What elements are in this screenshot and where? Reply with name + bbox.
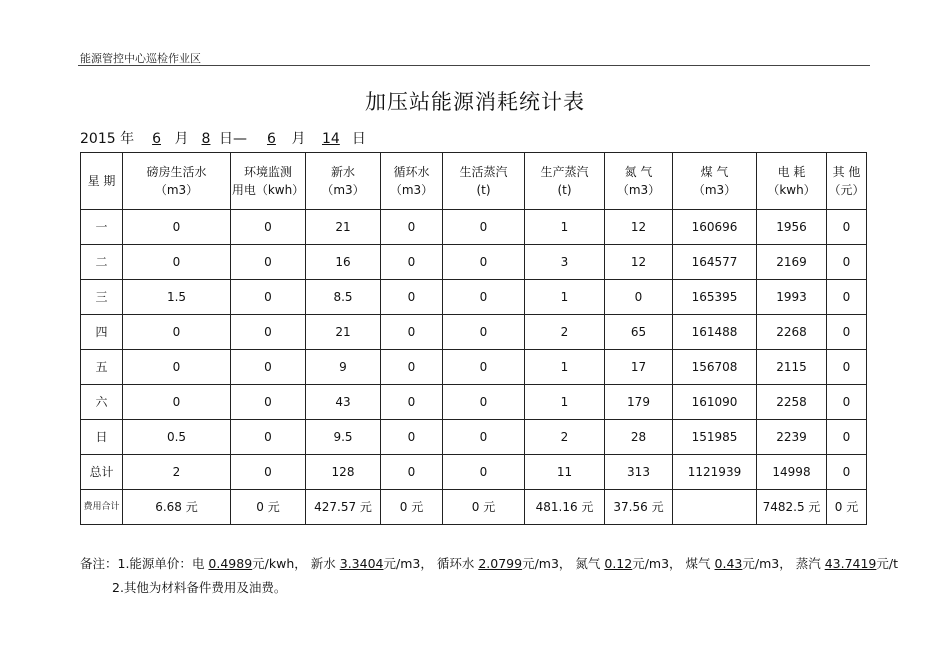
price-gas: 0.43 <box>714 556 743 571</box>
table-cell: 0 <box>443 350 525 385</box>
table-cell: 0 <box>827 385 867 420</box>
table-row <box>81 210 867 245</box>
row-label-cell: 日 <box>81 420 123 455</box>
notes-line-2: 2.其他为材料备件费用及油费。 <box>112 580 287 595</box>
table-cell: 151985 <box>673 420 757 455</box>
date-start-day: 8 <box>201 131 211 147</box>
table-cell: 0 <box>827 210 867 245</box>
notes-prefix: 备注：1.能源单价： <box>80 556 192 571</box>
date-day-suffix: 日— <box>219 131 247 147</box>
table-header-row <box>81 153 867 210</box>
table-cell: 0 <box>123 385 231 420</box>
row-label-cell: 三 <box>81 280 123 315</box>
date-end-day: 14 <box>321 131 340 147</box>
page-header-text: 能源管控中心巡检作业区 <box>80 52 201 65</box>
table-cell: 0 <box>123 315 231 350</box>
date-end-month: 6 <box>266 131 276 147</box>
cost-cell: 6.68 元 <box>123 490 231 525</box>
table-cell: 0 <box>443 385 525 420</box>
table-cell: 0 <box>443 315 525 350</box>
column-header: 新水 （m3） <box>306 153 381 210</box>
price-nitrogen: 0.12 <box>604 556 633 571</box>
cost-cell: 481.16 元 <box>525 490 605 525</box>
row-label-cell: 总计 <box>81 455 123 490</box>
table-cell: 0.5 <box>123 420 231 455</box>
table-cell: 0 <box>827 315 867 350</box>
table-cell: 14998 <box>757 455 827 490</box>
table-cell: 0 <box>443 420 525 455</box>
column-header: 星 期 <box>81 153 123 210</box>
cost-cell: 0 元 <box>827 490 867 525</box>
table-cell: 65 <box>605 315 673 350</box>
table-cell: 0 <box>123 350 231 385</box>
column-header: 磅房生活水 （m3） <box>123 153 231 210</box>
cost-total-row <box>81 490 867 525</box>
table-cell: 0 <box>443 280 525 315</box>
cost-cell <box>673 490 757 525</box>
table-cell: 12 <box>605 245 673 280</box>
cost-cell: 427.57 元 <box>306 490 381 525</box>
notes-section <box>80 552 898 600</box>
table-cell: 21 <box>306 315 381 350</box>
table-cell: 1 <box>525 280 605 315</box>
table-cell: 8.5 <box>306 280 381 315</box>
table-cell: 1 <box>525 350 605 385</box>
table-cell: 0 <box>231 385 306 420</box>
date-year-suffix: 年 <box>120 131 135 147</box>
table-cell: 0 <box>231 350 306 385</box>
table-cell: 0 <box>381 245 443 280</box>
table-row <box>81 420 867 455</box>
row-label-cell: 五 <box>81 350 123 385</box>
table-cell: 0 <box>381 455 443 490</box>
table-cell: 0 <box>381 210 443 245</box>
table-cell: 2115 <box>757 350 827 385</box>
table-cell: 0 <box>231 280 306 315</box>
table-cell: 2 <box>525 315 605 350</box>
table-cell: 0 <box>231 455 306 490</box>
price-circulating-water: 2.0799 <box>478 556 523 571</box>
column-header: 其 他 （元） <box>827 153 867 210</box>
table-cell: 0 <box>443 210 525 245</box>
table-cell: 3 <box>525 245 605 280</box>
column-header: 环境监测 用电（kwh） <box>231 153 306 210</box>
row-label-cell: 四 <box>81 315 123 350</box>
cost-cell: 0 元 <box>381 490 443 525</box>
table-cell: 0 <box>381 385 443 420</box>
column-header: 生产蒸汽 (t) <box>525 153 605 210</box>
row-label-cell: 二 <box>81 245 123 280</box>
table-cell: 0 <box>231 210 306 245</box>
table-cell: 2239 <box>757 420 827 455</box>
column-header: 循环水 （m3） <box>381 153 443 210</box>
table-cell: 0 <box>231 245 306 280</box>
column-header: 氮 气 （m3） <box>605 153 673 210</box>
table-cell: 9.5 <box>306 420 381 455</box>
date-end-month-suffix: 月 <box>291 131 306 147</box>
date-start-month: 6 <box>152 131 161 147</box>
table-cell: 1993 <box>757 280 827 315</box>
table-cell: 1 <box>525 385 605 420</box>
cost-cell: 0 元 <box>231 490 306 525</box>
table-cell: 179 <box>605 385 673 420</box>
table-cell: 1.5 <box>123 280 231 315</box>
table-cell: 2169 <box>757 245 827 280</box>
table-cell: 12 <box>605 210 673 245</box>
table-cell: 28 <box>605 420 673 455</box>
table-cell: 1121939 <box>673 455 757 490</box>
table-cell: 0 <box>443 455 525 490</box>
column-header: 煤 气 （m3） <box>673 153 757 210</box>
price-electricity: 0.4989 <box>208 556 253 571</box>
cost-row-label: 费用合计 <box>81 490 123 525</box>
cost-cell: 7482.5 元 <box>757 490 827 525</box>
table-cell: 0 <box>381 350 443 385</box>
table-row <box>81 280 867 315</box>
table-cell: 0 <box>605 280 673 315</box>
table-cell: 1956 <box>757 210 827 245</box>
table-row <box>81 455 867 490</box>
table-cell: 0 <box>443 245 525 280</box>
table-cell: 0 <box>827 455 867 490</box>
table-cell: 165395 <box>673 280 757 315</box>
table-cell: 9 <box>306 350 381 385</box>
table-cell: 156708 <box>673 350 757 385</box>
table-cell: 1 <box>525 210 605 245</box>
table-cell: 0 <box>231 315 306 350</box>
table-cell: 160696 <box>673 210 757 245</box>
table-cell: 21 <box>306 210 381 245</box>
page-title: 加压站能源消耗统计表 <box>365 90 585 114</box>
table-cell: 0 <box>231 420 306 455</box>
header-divider <box>78 65 870 66</box>
date-range <box>80 128 366 148</box>
row-label-cell: 一 <box>81 210 123 245</box>
date-end-day-suffix: 日 <box>351 131 366 147</box>
table-cell: 0 <box>381 280 443 315</box>
table-cell: 2 <box>123 455 231 490</box>
table-cell: 0 <box>827 245 867 280</box>
table-row <box>81 350 867 385</box>
date-year: 2015 <box>80 131 116 147</box>
table-cell: 164577 <box>673 245 757 280</box>
table-cell: 161488 <box>673 315 757 350</box>
notes-line-1: 备注：1.能源单价：电 0.4989元/kwh， 新水 3.3404元/m3， 循环水 2.0799元/m3， 氮气 0.12元/m3， 煤气 0.43元/m3， 蒸汽 43.7419元/t <box>80 556 899 571</box>
table-cell: 0 <box>827 350 867 385</box>
price-steam: 43.7419 <box>824 556 877 571</box>
table-cell: 11 <box>525 455 605 490</box>
row-label-cell: 六 <box>81 385 123 420</box>
price-fresh-water: 3.3404 <box>339 556 384 571</box>
column-header: 电 耗 （kwh） <box>757 153 827 210</box>
date-month-suffix: 月 <box>174 131 189 147</box>
table-cell: 17 <box>605 350 673 385</box>
table-cell: 2258 <box>757 385 827 420</box>
table-row <box>81 385 867 420</box>
cost-cell: 37.56 元 <box>605 490 673 525</box>
table-cell: 128 <box>306 455 381 490</box>
table-cell: 0 <box>827 280 867 315</box>
energy-consumption-table <box>80 152 867 525</box>
table-cell: 16 <box>306 245 381 280</box>
table-cell: 43 <box>306 385 381 420</box>
table-cell: 2 <box>525 420 605 455</box>
table-cell: 161090 <box>673 385 757 420</box>
table-cell: 2268 <box>757 315 827 350</box>
table-row <box>81 315 867 350</box>
cost-cell: 0 元 <box>443 490 525 525</box>
table-cell: 0 <box>123 245 231 280</box>
table-cell: 0 <box>381 315 443 350</box>
table-cell: 0 <box>381 420 443 455</box>
table-cell: 0 <box>123 210 231 245</box>
table-cell: 313 <box>605 455 673 490</box>
column-header: 生活蒸汽 (t) <box>443 153 525 210</box>
table-cell: 0 <box>827 420 867 455</box>
table-row <box>81 245 867 280</box>
